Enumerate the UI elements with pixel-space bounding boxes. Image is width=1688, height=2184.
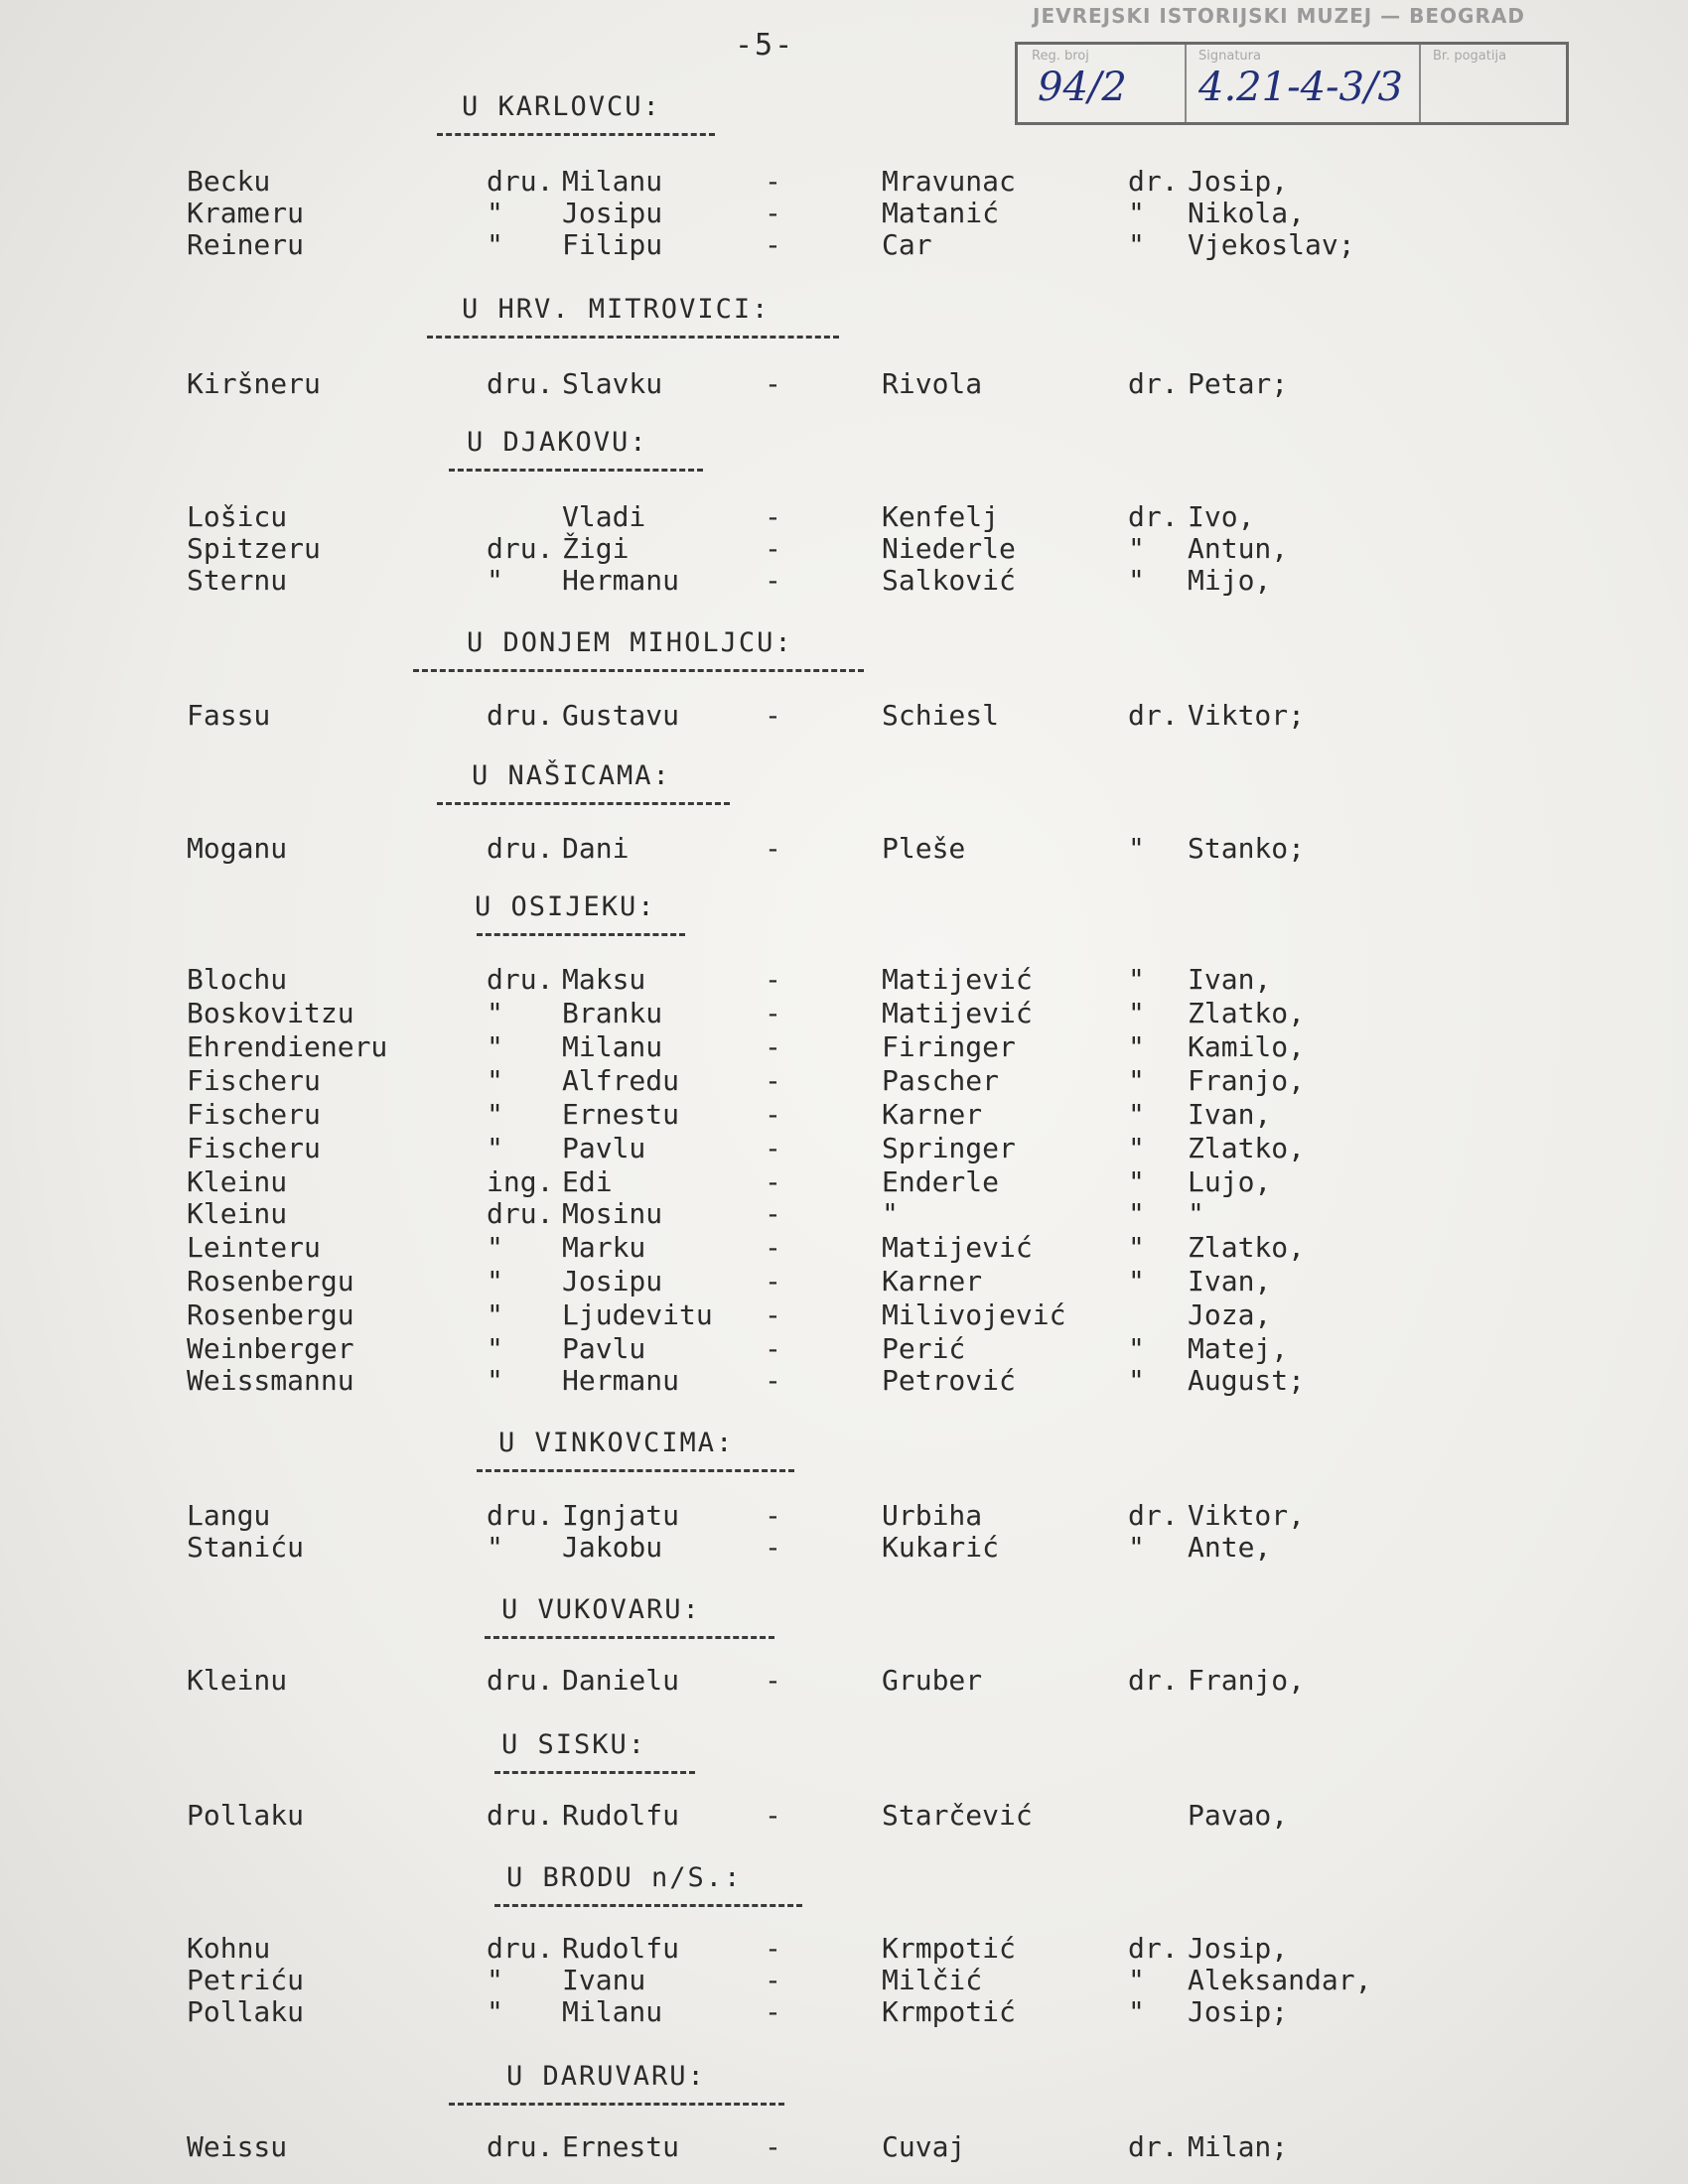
row-first: Rudolfu <box>562 1932 680 1965</box>
list-row <box>0 1098 1688 1132</box>
row-title: " <box>487 1098 503 1131</box>
row-surname: Kiršneru <box>187 367 321 400</box>
row-dash: - <box>765 1664 781 1697</box>
row-surname: Leinteru <box>187 1231 321 1264</box>
row-dash: - <box>765 197 781 229</box>
row-name: Pascher <box>882 1064 1000 1097</box>
row-first2: Petar; <box>1188 367 1289 400</box>
row-surname: Krameru <box>187 197 305 229</box>
stamp-field-number <box>1419 45 1566 122</box>
row-first2: Aleksandar, <box>1188 1964 1372 1996</box>
row-dash: - <box>765 1165 781 1198</box>
row-surname: Kleinu <box>187 1664 288 1697</box>
row-title2: " <box>1128 1231 1145 1264</box>
row-title2: " <box>1128 1165 1145 1198</box>
row-dash: - <box>765 963 781 996</box>
row-name: Kukarić <box>882 1531 1000 1564</box>
row-surname: Becku <box>187 165 271 198</box>
row-title2: " <box>1128 963 1145 996</box>
row-title2: dr. <box>1128 699 1179 732</box>
row-first: Josipu <box>562 197 663 229</box>
row-dash: - <box>765 1932 781 1965</box>
row-dash: - <box>765 1995 781 2028</box>
row-first2: Antun, <box>1188 532 1289 565</box>
row-dash: - <box>765 165 781 198</box>
row-title2: " <box>1128 564 1145 597</box>
stamp-label: Signatura <box>1198 49 1261 64</box>
row-title2: dr. <box>1128 2130 1179 2163</box>
row-title: dru. <box>487 532 554 565</box>
stamp-value: 94/2 <box>1038 65 1127 110</box>
row-surname: Staniću <box>187 1531 305 1564</box>
row-name: Springer <box>882 1132 1016 1164</box>
list-row <box>0 1799 1688 1833</box>
list-row <box>0 1531 1688 1565</box>
row-title2: " <box>1128 997 1145 1029</box>
heading-underline <box>477 1469 794 1472</box>
section-heading: U VUKOVARU: <box>501 1594 701 1625</box>
row-surname: Fischeru <box>187 1098 321 1131</box>
row-first: Marku <box>562 1231 646 1264</box>
row-first2: Franjo, <box>1188 1064 1306 1097</box>
row-first2: Viktor; <box>1188 699 1306 732</box>
list-row <box>0 1197 1688 1231</box>
heading-underline <box>477 933 685 936</box>
row-name: Gruber <box>882 1664 983 1697</box>
row-title2: " <box>1128 1064 1145 1097</box>
row-surname: Fischeru <box>187 1064 321 1097</box>
row-name: Matanić <box>882 197 1000 229</box>
section-heading: U HRV. MITROVICI: <box>462 294 771 325</box>
row-first2: Pavao, <box>1188 1799 1289 1832</box>
list-row <box>0 564 1688 598</box>
heading-underline <box>427 336 839 339</box>
section-heading: U BRODU n/S.: <box>506 1862 743 1893</box>
row-first2: Zlatko, <box>1188 1231 1306 1264</box>
row-title2: " <box>1128 832 1145 865</box>
section-heading: U VINKOVCIMA: <box>498 1428 735 1458</box>
section-heading: U KARLOVCU: <box>462 91 661 122</box>
row-surname: Rosenbergu <box>187 1265 354 1297</box>
stamp-field-reg <box>1018 45 1187 122</box>
row-surname: Weissu <box>187 2130 288 2163</box>
list-row <box>0 1499 1688 1533</box>
row-surname: Lošicu <box>187 500 288 533</box>
row-first: Dani <box>562 832 630 865</box>
list-row <box>0 1132 1688 1165</box>
list-row <box>0 165 1688 199</box>
row-first2: " <box>1188 1197 1204 1230</box>
heading-underline <box>494 1771 695 1774</box>
row-first: Slavku <box>562 367 663 400</box>
page-number: -5- <box>735 28 795 63</box>
row-first: Danielu <box>562 1664 680 1697</box>
section-heading: U NAŠICAMA: <box>472 760 671 791</box>
list-row <box>0 1364 1688 1398</box>
row-title: " <box>487 1298 503 1331</box>
heading-underline <box>437 802 730 805</box>
list-row <box>0 832 1688 866</box>
row-name: Petrović <box>882 1364 1016 1397</box>
list-row <box>0 1030 1688 1064</box>
row-surname: Weissmannu <box>187 1364 354 1397</box>
row-first2: Zlatko, <box>1188 997 1306 1029</box>
row-first2: Franjo, <box>1188 1664 1306 1697</box>
row-surname: Petriću <box>187 1964 305 1996</box>
row-title: " <box>487 564 503 597</box>
list-row <box>0 699 1688 733</box>
list-row <box>0 1995 1688 2029</box>
row-title: " <box>487 1364 503 1397</box>
row-first: Maksu <box>562 963 646 996</box>
row-title: " <box>487 1964 503 1996</box>
row-first2: Nikola, <box>1188 197 1306 229</box>
row-title: " <box>487 1995 503 2028</box>
row-first2: Josip, <box>1188 1932 1289 1965</box>
row-first: Filipu <box>562 228 663 261</box>
list-row <box>0 2130 1688 2164</box>
row-surname: Sternu <box>187 564 288 597</box>
list-row <box>0 367 1688 401</box>
list-row <box>0 1932 1688 1966</box>
row-dash: - <box>765 500 781 533</box>
row-first2: Ivo, <box>1188 500 1255 533</box>
row-title: dru. <box>487 1197 554 1230</box>
row-title: " <box>487 1231 503 1264</box>
row-name: Schiesl <box>882 699 1000 732</box>
row-surname: Ehrendieneru <box>187 1030 388 1063</box>
row-title2: " <box>1128 1030 1145 1063</box>
row-name: Cuvaj <box>882 2130 966 2163</box>
row-title2: " <box>1128 1364 1145 1397</box>
row-dash: - <box>765 1799 781 1832</box>
row-surname: Weinberger <box>187 1332 354 1365</box>
row-dash: - <box>765 1499 781 1532</box>
section-heading: U DJAKOVU: <box>467 427 648 458</box>
row-surname: Spitzeru <box>187 532 321 565</box>
row-first: Ivanu <box>562 1964 646 1996</box>
list-row <box>0 1064 1688 1098</box>
row-title2: dr. <box>1128 500 1179 533</box>
row-first: Milanu <box>562 165 663 198</box>
row-title2: " <box>1128 1531 1145 1564</box>
row-title2: " <box>1128 228 1145 261</box>
row-name: " <box>882 1197 899 1230</box>
row-first: Alfredu <box>562 1064 680 1097</box>
row-name: Enderle <box>882 1165 1000 1198</box>
row-dash: - <box>765 228 781 261</box>
row-title2: dr. <box>1128 1499 1179 1532</box>
row-title2: " <box>1128 197 1145 229</box>
row-title: " <box>487 1030 503 1063</box>
row-surname: Pollaku <box>187 1799 305 1832</box>
row-surname: Kleinu <box>187 1197 288 1230</box>
row-first: Rudolfu <box>562 1799 680 1832</box>
row-name: Milivojević <box>882 1298 1066 1331</box>
list-row <box>0 1231 1688 1265</box>
row-first: Milanu <box>562 1995 663 2028</box>
row-title: dru. <box>487 165 554 198</box>
row-surname: Langu <box>187 1499 271 1532</box>
row-first2: August; <box>1188 1364 1306 1397</box>
row-first2: Stanko; <box>1188 832 1306 865</box>
row-dash: - <box>765 832 781 865</box>
list-row <box>0 1265 1688 1298</box>
row-first2: Milan; <box>1188 2130 1289 2163</box>
row-title2: " <box>1128 1098 1145 1131</box>
row-first2: Zlatko, <box>1188 1132 1306 1164</box>
row-title: " <box>487 1332 503 1365</box>
row-first2: Lujo, <box>1188 1165 1272 1198</box>
row-surname: Fassu <box>187 699 271 732</box>
row-name: Starčević <box>882 1799 1033 1832</box>
row-title2: dr. <box>1128 1932 1179 1965</box>
row-dash: - <box>765 564 781 597</box>
row-title: dru. <box>487 1799 554 1832</box>
row-title: " <box>487 997 503 1029</box>
row-first: Vladi <box>562 500 646 533</box>
row-name: Matijević <box>882 1231 1033 1264</box>
row-title2: " <box>1128 1332 1145 1365</box>
row-first: Ernestu <box>562 2130 680 2163</box>
row-surname: Boskovitzu <box>187 997 354 1029</box>
row-dash: - <box>765 1332 781 1365</box>
archive-stamp-header: JEVREJSKI ISTORIJSKI MUZEJ — BEOGRAD <box>1033 4 1525 28</box>
row-name: Mravunac <box>882 165 1016 198</box>
row-first2: Josip; <box>1188 1995 1289 2028</box>
row-dash: - <box>765 997 781 1029</box>
heading-underline <box>449 469 703 472</box>
row-first2: Viktor, <box>1188 1499 1306 1532</box>
row-first2: Vjekoslav; <box>1188 228 1355 261</box>
row-dash: - <box>765 1364 781 1397</box>
row-dash: - <box>765 2130 781 2163</box>
row-surname: Pollaku <box>187 1995 305 2028</box>
row-title: " <box>487 1064 503 1097</box>
row-name: Matijević <box>882 997 1033 1029</box>
row-title2: " <box>1128 532 1145 565</box>
section-heading: U DONJEM MIHOLJCU: <box>467 627 793 658</box>
row-surname: Kohnu <box>187 1932 271 1965</box>
row-first: Žigi <box>562 532 630 565</box>
list-row <box>0 228 1688 262</box>
section-heading: U SISKU: <box>501 1729 647 1760</box>
row-name: Kenfelj <box>882 500 1000 533</box>
row-title: " <box>487 1132 503 1164</box>
row-first2: Kamilo, <box>1188 1030 1306 1063</box>
list-row <box>0 1664 1688 1698</box>
row-name: Car <box>882 228 932 261</box>
row-name: Rivola <box>882 367 983 400</box>
list-row <box>0 500 1688 534</box>
heading-underline <box>494 1904 802 1907</box>
list-row <box>0 1964 1688 1997</box>
row-dash: - <box>765 367 781 400</box>
section-heading: U DARUVARU: <box>506 2061 706 2092</box>
row-name: Urbiha <box>882 1499 983 1532</box>
row-title: dru. <box>487 1932 554 1965</box>
list-row <box>0 1332 1688 1366</box>
row-surname: Kleinu <box>187 1165 288 1198</box>
row-first2: Josip, <box>1188 165 1289 198</box>
row-dash: - <box>765 532 781 565</box>
row-first: Ernestu <box>562 1098 680 1131</box>
list-row <box>0 532 1688 566</box>
row-first2: Matej, <box>1188 1332 1289 1365</box>
row-dash: - <box>765 1064 781 1097</box>
row-first: Gustavu <box>562 699 680 732</box>
list-row <box>0 1298 1688 1332</box>
stamp-label: Br. pogatija <box>1433 49 1507 64</box>
row-title: dru. <box>487 367 554 400</box>
row-first2: Ivan, <box>1188 1265 1272 1297</box>
row-title2: dr. <box>1128 1664 1179 1697</box>
row-first2: Joza, <box>1188 1298 1272 1331</box>
row-title: dru. <box>487 1499 554 1532</box>
row-first: Pavlu <box>562 1332 646 1365</box>
row-title2: dr. <box>1128 367 1179 400</box>
row-title2: " <box>1128 1995 1145 2028</box>
row-name: Krmpotić <box>882 1932 1016 1965</box>
row-first2: Ivan, <box>1188 1098 1272 1131</box>
row-first2: Mijo, <box>1188 564 1272 597</box>
row-first: Hermanu <box>562 564 680 597</box>
stamp-label: Reg. broj <box>1032 49 1089 64</box>
row-title: " <box>487 1265 503 1297</box>
row-name: Firinger <box>882 1030 1016 1063</box>
row-dash: - <box>765 1298 781 1331</box>
row-dash: - <box>765 1197 781 1230</box>
row-surname: Fischeru <box>187 1132 321 1164</box>
row-title: dru. <box>487 1664 554 1697</box>
row-dash: - <box>765 1531 781 1564</box>
row-name: Krmpotić <box>882 1995 1016 2028</box>
row-title: dru. <box>487 963 554 996</box>
row-dash: - <box>765 1098 781 1131</box>
row-title2: " <box>1128 1265 1145 1297</box>
row-first: Jakobu <box>562 1531 663 1564</box>
row-surname: Blochu <box>187 963 288 996</box>
row-first: Mosinu <box>562 1197 663 1230</box>
row-first: Milanu <box>562 1030 663 1063</box>
row-name: Karner <box>882 1098 983 1131</box>
row-first2: Ivan, <box>1188 963 1272 996</box>
row-title: dru. <box>487 2130 554 2163</box>
row-first: Ljudevitu <box>562 1298 713 1331</box>
row-name: Niederle <box>882 532 1016 565</box>
row-name: Milčić <box>882 1964 983 1996</box>
row-name: Karner <box>882 1265 983 1297</box>
row-title2: " <box>1128 1132 1145 1164</box>
list-row <box>0 997 1688 1030</box>
row-title: dru. <box>487 699 554 732</box>
row-name: Perić <box>882 1332 966 1365</box>
row-first: Hermanu <box>562 1364 680 1397</box>
row-title2: dr. <box>1128 165 1179 198</box>
heading-underline <box>413 669 864 672</box>
archive-stamp <box>1015 42 1569 125</box>
row-title: " <box>487 197 503 229</box>
row-name: Matijević <box>882 963 1033 996</box>
row-name: Pleše <box>882 832 966 865</box>
row-first: Josipu <box>562 1265 663 1297</box>
row-title2: " <box>1128 1964 1145 1996</box>
row-surname: Moganu <box>187 832 288 865</box>
row-dash: - <box>765 1964 781 1996</box>
row-title: ing. <box>487 1165 554 1198</box>
row-first: Ignjatu <box>562 1499 680 1532</box>
list-row <box>0 1165 1688 1199</box>
row-surname: Rosenbergu <box>187 1298 354 1331</box>
row-first2: Ante, <box>1188 1531 1272 1564</box>
list-row <box>0 963 1688 997</box>
heading-underline <box>449 2103 784 2106</box>
row-name: Salković <box>882 564 1016 597</box>
heading-underline <box>485 1636 774 1639</box>
row-dash: - <box>765 1132 781 1164</box>
section-heading: U OSIJEKU: <box>475 891 656 922</box>
row-first: Pavlu <box>562 1132 646 1164</box>
row-dash: - <box>765 699 781 732</box>
stamp-field-signature <box>1185 45 1421 122</box>
row-title: " <box>487 228 503 261</box>
row-dash: - <box>765 1030 781 1063</box>
row-surname: Reineru <box>187 228 305 261</box>
row-title: " <box>487 1531 503 1564</box>
row-dash: - <box>765 1231 781 1264</box>
list-row <box>0 197 1688 230</box>
row-title: dru. <box>487 832 554 865</box>
stamp-value: 4.21-4-3/3 <box>1198 65 1403 110</box>
row-first: Edi <box>562 1165 613 1198</box>
heading-underline <box>437 133 715 136</box>
row-dash: - <box>765 1265 781 1297</box>
row-title2: " <box>1128 1197 1145 1230</box>
row-first: Branku <box>562 997 663 1029</box>
